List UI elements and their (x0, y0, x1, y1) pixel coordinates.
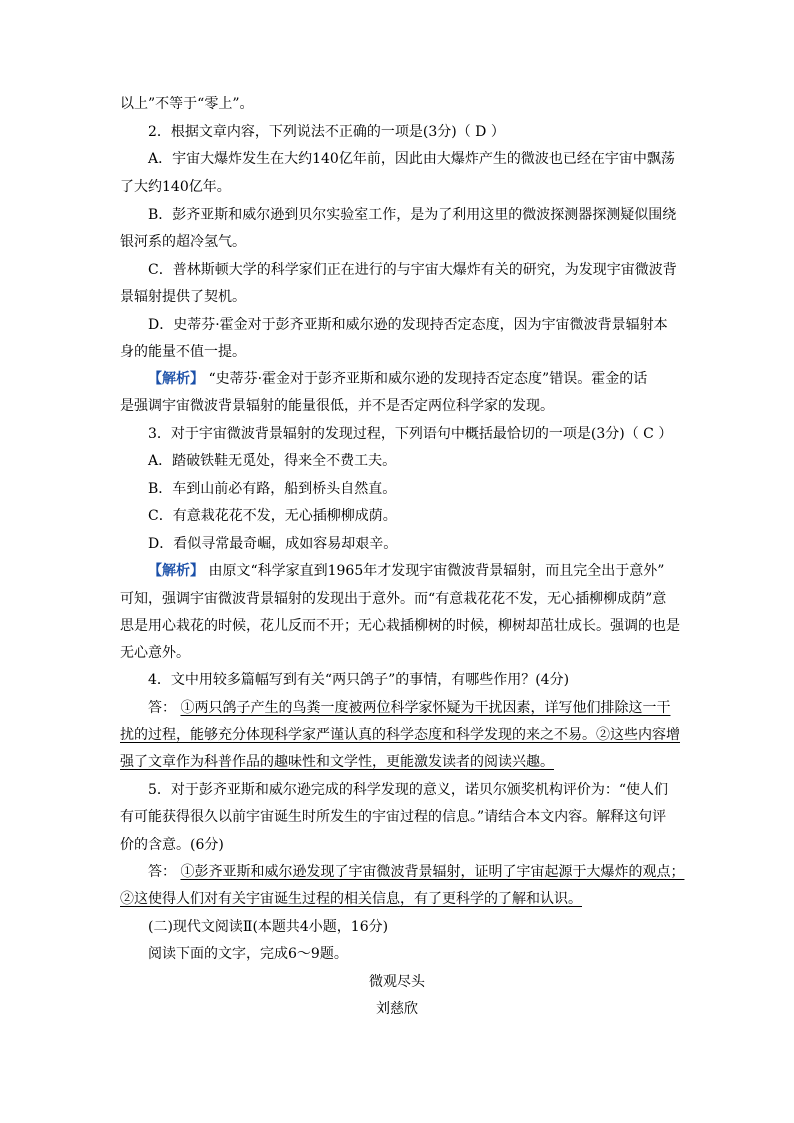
question-5-cont: 有可能获得很久以前宇宙诞生时所发生的宇宙过程的信息。”请结合本文内容。解释这句评 (120, 809, 667, 825)
question-5-cont: 价的含意。(6分) (120, 837, 224, 853)
option-d: D．史蒂芬·霍金对于彭齐亚斯和威尔逊的发现持否定态度，因为宇宙微波背景辐射本 (148, 317, 668, 333)
section-heading: (二)现代文阅读Ⅱ(本题共4小题，16分) (148, 919, 389, 935)
analysis-3-cont: 思是用心栽花的时候，花儿反而不开；无心栽插柳树的时候，柳树却茁壮成长。强调的也是 (120, 618, 680, 634)
analysis-3 (148, 561, 664, 581)
answer-label: 答： (148, 700, 176, 716)
option-b: B．彭齐亚斯和威尔逊到贝尔实验室工作，是为了利用这里的微波探测器探测疑似围绕 (148, 207, 677, 223)
analysis-text: 由原文“科学家直到1965年才发现宇宙微波背景辐射，而且完全出于意外” (208, 563, 665, 579)
answer-4-cont: 扰的过程，能够充分体现科学家严谨认真的科学态度和科学发现的来之不易。②这些内容增 (120, 727, 680, 743)
instruction: 阅读下面的文字，完成6～9题。 (148, 946, 348, 962)
text-line: 以上”不等于“零上”。 (120, 96, 254, 112)
option-d-cont: 身的能量不值一提。 (120, 344, 246, 360)
article-author: 刘慈欣 (376, 1001, 418, 1017)
answer-5 (148, 862, 684, 882)
option-a-cont: 了大约140亿年。 (120, 179, 231, 195)
question-5-stem: 5．对于彭齐亚斯和威尔逊完成的科学发现的意义，诺贝尔颁奖机构评价为：“使人们 (148, 782, 669, 798)
option-b: B．车到山前必有路，船到桥头自然直。 (148, 481, 397, 497)
question-4-stem: 4．文中用较多篇幅写到有关“两只鸽子”的事情，有哪些作用？(4分) (148, 672, 570, 688)
answer-text: ①彭齐亚斯和威尔逊发现了宇宙微波背景辐射，证明了宇宙起源于大爆炸的观点； (180, 864, 685, 880)
analysis-2-cont: 是强调宇宙微波背景辐射的能量很低，并不是否定两位科学家的发现。 (120, 398, 554, 414)
answer-text: ①两只鸽子产生的鸟粪一度被两位科学家怀疑为干扰因素，详写他们排除这一干 (180, 700, 671, 716)
answer-4 (148, 698, 670, 718)
answer-4-cont: 强了文章作为科普作品的趣味性和文学性，更能激发读者的阅读兴趣。 (120, 754, 554, 770)
option-a: A．宇宙大爆炸发生在大约140亿年前，因此由大爆炸产生的微波也已经在宇宙中飘荡 (148, 151, 675, 167)
analysis-label: 【解析】 (148, 371, 204, 387)
analysis-3-cont: 可知，强调宇宙微波背景辐射的发现出于意外。而“有意栽花花不发，无心插柳柳成荫”意 (120, 591, 667, 607)
answer-label: 答： (148, 864, 176, 880)
analysis-3-cont: 无心意外。 (120, 645, 190, 661)
option-b-cont: 银河系的超冷氢气。 (120, 234, 246, 250)
article-title: 微观尽头 (369, 974, 425, 990)
option-c: C．有意栽花花不发，无心插柳柳成荫。 (148, 508, 397, 524)
option-a: A．踏破铁鞋无觅处，得来全不费工夫。 (148, 453, 397, 469)
option-c: C．普林斯顿大学的科学家们正在进行的与宇宙大爆炸有关的研究，为发现宇宙微波背 (148, 262, 677, 278)
question-2-stem: 2．根据文章内容，下列说法不正确的一项是(3分)（ D ） (148, 124, 505, 140)
analysis-text: “史蒂芬·霍金对于彭齐亚斯和威尔逊的发现持否定态度”错误。霍金的话 (208, 371, 648, 387)
option-c-cont: 景辐射提供了契机。 (120, 289, 246, 305)
answer-5-cont: ②这使得人们对有关宇宙诞生过程的相关信息，有了更科学的了解和认识。 (120, 891, 582, 907)
analysis-label: 【解析】 (148, 563, 204, 579)
option-d: D．看似寻常最奇崛，成如容易却艰辛。 (148, 536, 398, 552)
question-3-stem: 3．对于宇宙微波背景辐射的发现过程，下列语句中概括最恰切的一项是(3分)（ C ） (148, 426, 673, 442)
analysis-2 (148, 369, 647, 389)
